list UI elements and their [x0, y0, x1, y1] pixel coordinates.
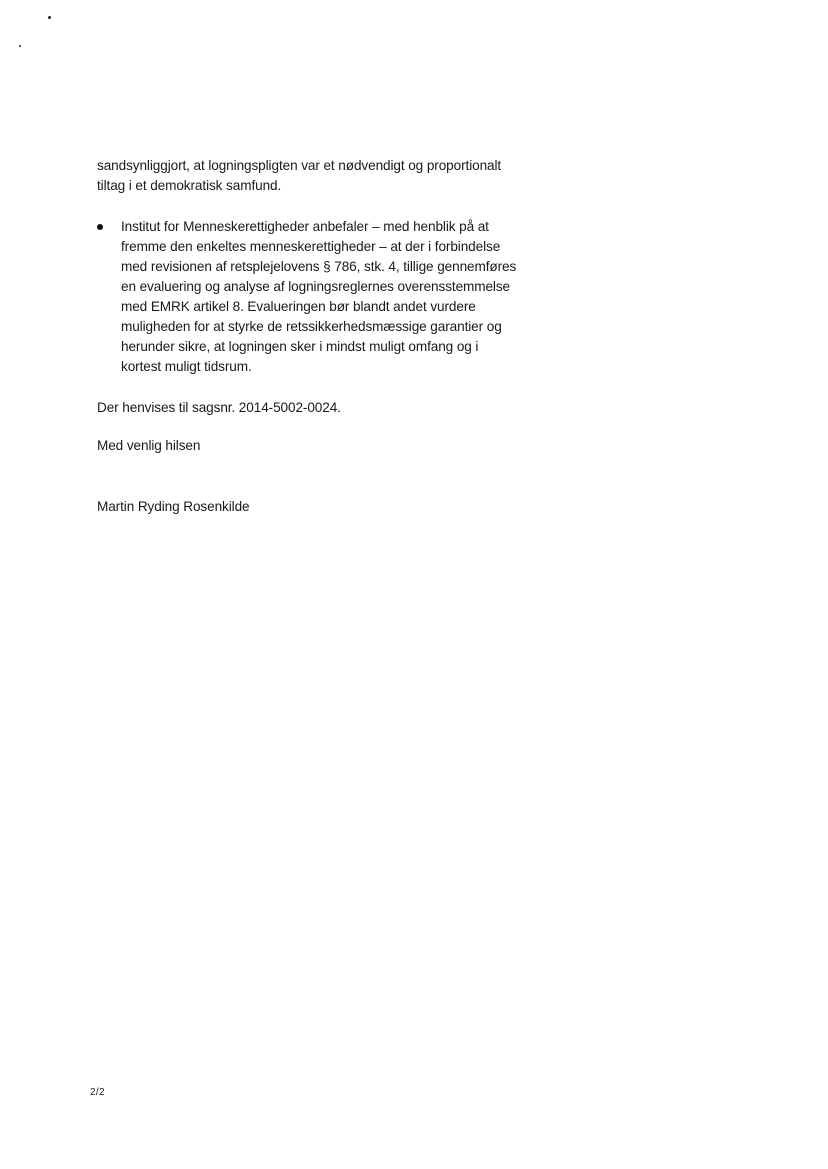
text-line: en evaluering og analyse af logningsreglernes overensstemmelse [121, 279, 511, 294]
case-reference: Der henvises til sagsnr. 2014-5002-0024. [97, 400, 341, 415]
text-line: tiltag i et demokratisk samfund. [97, 178, 282, 193]
text-line: Institut for Menneskerettigheder anbefaler – med henblik på at [121, 219, 489, 234]
paragraph-continuation [97, 156, 567, 196]
text-line: fremme den enkeltes menneskerettigheder – at der i forbindelse [121, 239, 501, 254]
signatory-name: Martin Ryding Rosenkilde [97, 499, 250, 514]
scan-speck [19, 45, 21, 47]
closing-salutation: Med venlig hilsen [97, 438, 201, 453]
text-line: kortest muligt tidsrum. [121, 359, 252, 374]
text-line: muligheden for at styrke de retssikkerhedsmæssige garantier og [121, 319, 502, 334]
text-line: med EMRK artikel 8. Evalueringen bør blandt andet vurdere [121, 299, 476, 314]
text-line: herunder sikre, at logningen sker i mindst muligt omfang og i [121, 339, 479, 354]
text-line: med revisionen af retsplejelovens § 786, stk. 4, tillige gennemføres [121, 259, 517, 274]
scan-speck [48, 16, 51, 19]
bullet-text [121, 217, 516, 377]
bullet-icon [97, 224, 103, 230]
text-line: sandsynliggjort, at logningspligten var et nødvendigt og proportionalt [97, 158, 502, 173]
page-number: 2/2 [90, 1087, 105, 1098]
